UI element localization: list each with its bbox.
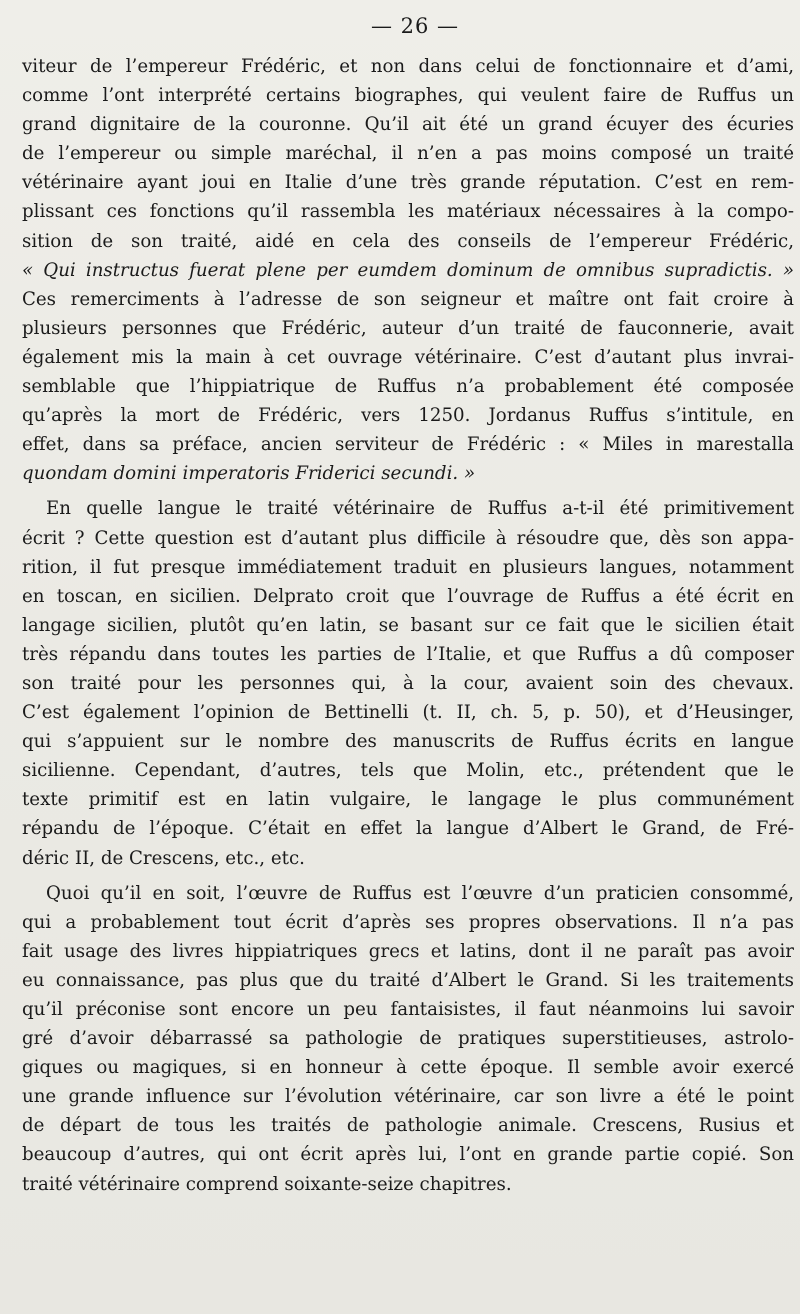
text-line: une grande influence sur l’évolution vétérinaire, car son livre a été le point: [22, 1086, 794, 1108]
text-line: effet, dans sa préface, ancien serviteur de Frédéric : « Miles in marestalla: [22, 434, 794, 456]
text-line: également mis la main à cet ouvrage vétérinaire. C’est d’autant plus invrai-: [22, 346, 794, 368]
text-line: écrit ? Cette question est d’autant plus difficile à résoudre que, dès son appa-: [22, 527, 794, 549]
text-line: en toscan, en sicilien. Delprato croit que l’ouvrage de Ruffus a été écrit en: [22, 585, 794, 607]
text-line: très répandu dans toutes les parties de l’Italie, et que Ruffus a dû composer: [22, 643, 794, 665]
text-line: sicilienne. Cependant, d’autres, tels que Molin, etc., prétendent que le: [22, 760, 794, 782]
text-line: qui a probablement tout écrit d’après ses propres observations. Il n’a pas: [22, 911, 794, 933]
text-line: En quelle langue le traité vétérinaire de Ruffus a-t-il été primitivement: [46, 498, 794, 520]
page-number: — 26 —: [370, 14, 460, 38]
paragraph-2: [22, 494, 794, 872]
text-line: gré d’avoir débarrassé sa pathologie de pratiques superstitieuses, astrolo-: [22, 1028, 794, 1050]
paragraph-1: [22, 52, 794, 488]
text-line: qu’il préconise sont encore un peu fantaisistes, il faut néanmoins lui savoir: [22, 999, 794, 1020]
text-line: sition de son traité, aidé en cela des conseils de l’empereur Frédéric,: [22, 230, 794, 252]
text-line: répandu de l’époque. C’était en effet la langue d’Albert le Grand, de Fré-: [22, 818, 794, 840]
text-line: plissant ces fonctions qu’il rassembla les matériaux nécessaires à la compo-: [22, 201, 794, 223]
text-line: Quoi qu’il en soit, l’œuvre de Ruffus est l’œuvre d’un praticien consommé,: [46, 882, 794, 904]
text-body: [22, 52, 794, 1199]
text-line: grand dignitaire de la couronne. Qu’il ait été un grand écuyer des écuries: [22, 114, 794, 136]
text-line: plusieurs personnes que Frédéric, auteur d’un traité de fauconnerie, avait: [22, 317, 794, 339]
latin-quote-line: « Qui instructus fuerat plene per eumdem dominum de omnibus supradictis. »: [22, 259, 794, 281]
text-line: qu’après la mort de Frédéric, vers 1250. Jordanus Ruffus s’intitule, en: [22, 405, 794, 427]
text-line: fait usage des livres hippiatriques grecs et latins, dont il ne paraît pas avoir: [22, 940, 794, 962]
text-line: C’est également l’opinion de Bettinelli (t. II, ch. 5, p. 50), et d’Heusinger,: [22, 702, 794, 724]
text-line: traité vétérinaire comprend soixante-seize chapitres.: [22, 1173, 512, 1195]
text-line: viteur de l’empereur Frédéric, et non dans celui de fonctionnaire et d’ami,: [22, 56, 794, 77]
text-line: texte primitif est en latin vulgaire, le langage le plus communément: [22, 789, 794, 811]
text-line: Ces remerciments à l’adresse de son seigneur et maître ont fait croire à: [22, 288, 794, 310]
paragraph-3: [22, 879, 794, 1199]
text-line: de départ de tous les traités de pathologie animale. Crescens, Rusius et: [22, 1115, 794, 1137]
text-line: qui s’appuient sur le nombre des manuscrits de Ruffus écrits en langue: [22, 731, 794, 753]
text-line: déric II, de Crescens, etc., etc.: [22, 847, 305, 869]
text-line: langage sicilien, plutôt qu’en latin, se basant sur ce fait que le sicilien était: [22, 614, 794, 636]
text-line: semblable que l’hippiatrique de Ruffus n’a probablement été composée: [22, 376, 794, 398]
text-line: vétérinaire ayant joui en Italie d’une très grande réputation. C’est en rem-: [22, 172, 794, 194]
text-line: eu connaissance, pas plus que du traité d’Albert le Grand. Si les traitements: [22, 969, 794, 991]
text-line: beaucoup d’autres, qui ont écrit après lui, l’ont en grande partie copié. Son: [22, 1144, 794, 1166]
latin-quote-line: quondam domini imperatoris Friderici secundi. »: [22, 463, 476, 485]
text-line: de l’empereur ou simple maréchal, il n’en a pas moins composé un traité: [22, 143, 794, 165]
text-line: rition, il fut presque immédiatement traduit en plusieurs langues, notamment: [22, 556, 794, 578]
text-line: son traité pour les personnes qui, à la cour, avaient soin des chevaux.: [22, 672, 794, 694]
text-line: giques ou magiques, si en honneur à cette époque. Il semble avoir exercé: [22, 1057, 794, 1079]
text-line: comme l’ont interprété certains biographes, qui veulent faire de Ruffus un: [22, 85, 794, 107]
